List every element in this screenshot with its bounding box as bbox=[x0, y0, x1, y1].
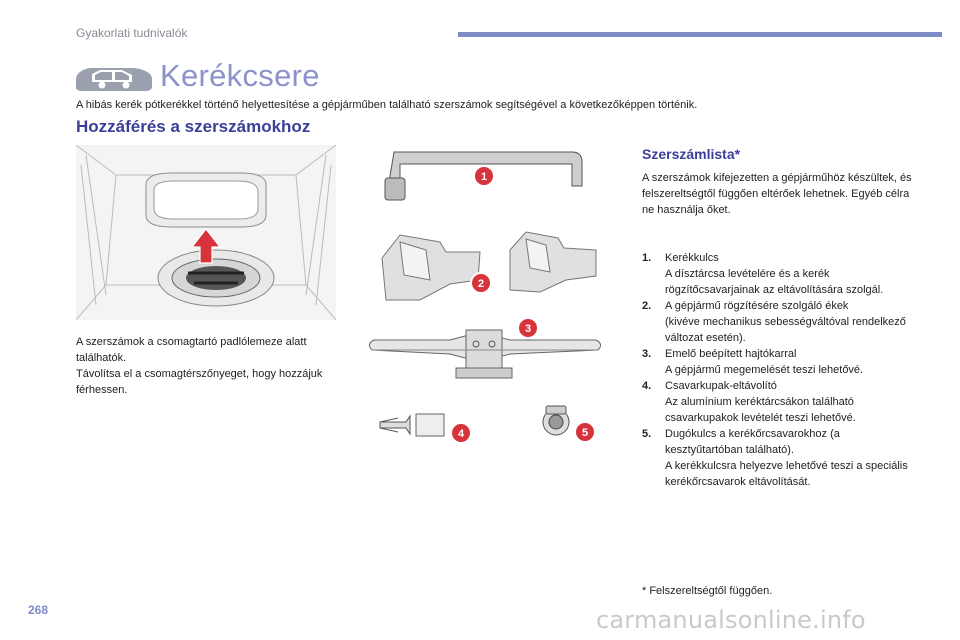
item-description: A dísztárcsa levételére és a kerék rögzítőcsavarjainak az eltávolítására szolgál. bbox=[665, 268, 884, 296]
jack-icon bbox=[369, 330, 600, 378]
item-number: 1. bbox=[642, 252, 652, 264]
tools-illustration bbox=[360, 140, 612, 450]
callout-4 bbox=[451, 423, 471, 443]
access-text bbox=[76, 334, 338, 398]
svg-text:4: 4 bbox=[457, 428, 465, 440]
list-item bbox=[642, 426, 918, 490]
list-item bbox=[642, 346, 918, 378]
item-description: A kerékkulcsra helyezve lehetővé teszi a speciális kerékőrcsavarok eltávolítását. bbox=[665, 460, 908, 488]
svg-text:5: 5 bbox=[581, 427, 589, 439]
intro-text: A hibás kerék pótkerékkel történő helyettesítése a gépjárműben található szerszámok segítségével a következőképpen történik. bbox=[76, 99, 698, 111]
item-number: 3. bbox=[642, 348, 652, 360]
page-title: Kerékcsere bbox=[160, 58, 320, 93]
item-description: A gépjármű megemelését teszi lehetővé. bbox=[665, 364, 864, 376]
lock-nut-socket-icon bbox=[543, 406, 569, 435]
trunk-illustration bbox=[76, 145, 336, 320]
item-description: (kivéve mechanikus sebességváltóval rendelkező változat esetén). bbox=[665, 316, 906, 344]
svg-text:1: 1 bbox=[480, 171, 488, 183]
section-label: Gyakorlati tudnivalók bbox=[76, 26, 188, 40]
callout-3 bbox=[518, 318, 538, 338]
list-item bbox=[642, 378, 918, 426]
item-name: Kerékkulcs bbox=[665, 252, 719, 264]
item-name: Csavarkupak-eltávolító bbox=[665, 380, 777, 392]
access-text-line: A szerszámok a csomagtartó padlólemeze alatt találhatók. bbox=[76, 336, 307, 364]
tool-list bbox=[642, 250, 918, 490]
footnote: * Felszereltségtől függően. bbox=[642, 585, 773, 597]
item-number: 4. bbox=[642, 380, 652, 392]
item-number: 5. bbox=[642, 428, 652, 440]
svg-text:3: 3 bbox=[524, 323, 532, 335]
page-number: 268 bbox=[28, 603, 49, 617]
item-name: Emelő beépített hajtókarral bbox=[665, 348, 797, 360]
svg-text:2: 2 bbox=[477, 278, 485, 290]
list-item bbox=[642, 298, 918, 346]
item-name: Dugókulcs a kerékőrcsavarokhoz (a kesztyűtartóban található). bbox=[665, 428, 840, 456]
access-text-line: Távolítsa el a csomagtérszőnyeget, hogy hozzájuk férhessen. bbox=[76, 368, 323, 396]
list-item bbox=[642, 250, 918, 298]
item-description: Az alumínium keréktárcsákon található csavarkupakok levételét teszi lehetővé. bbox=[665, 396, 856, 424]
tool-list-heading: Szerszámlista* bbox=[642, 146, 741, 162]
header-bar bbox=[458, 32, 942, 37]
item-name: A gépjármű rögzítésére szolgáló ékek bbox=[665, 300, 849, 312]
item-number: 2. bbox=[642, 300, 652, 312]
tool-list-intro: A szerszámok kifejezetten a gépjárműhöz készültek, és felszereltségtől függően eltérőek lehetnek. Egyéb célra ne használja őket. bbox=[642, 172, 912, 216]
callout-5 bbox=[575, 422, 595, 442]
car-icon bbox=[74, 64, 154, 92]
cap-remover-icon bbox=[380, 414, 444, 436]
watermark: carmanualsonline.info bbox=[596, 606, 866, 634]
callout-2 bbox=[471, 273, 491, 293]
callout-1 bbox=[474, 166, 494, 186]
access-heading: Hozzáférés a szerszámokhoz bbox=[76, 117, 311, 136]
